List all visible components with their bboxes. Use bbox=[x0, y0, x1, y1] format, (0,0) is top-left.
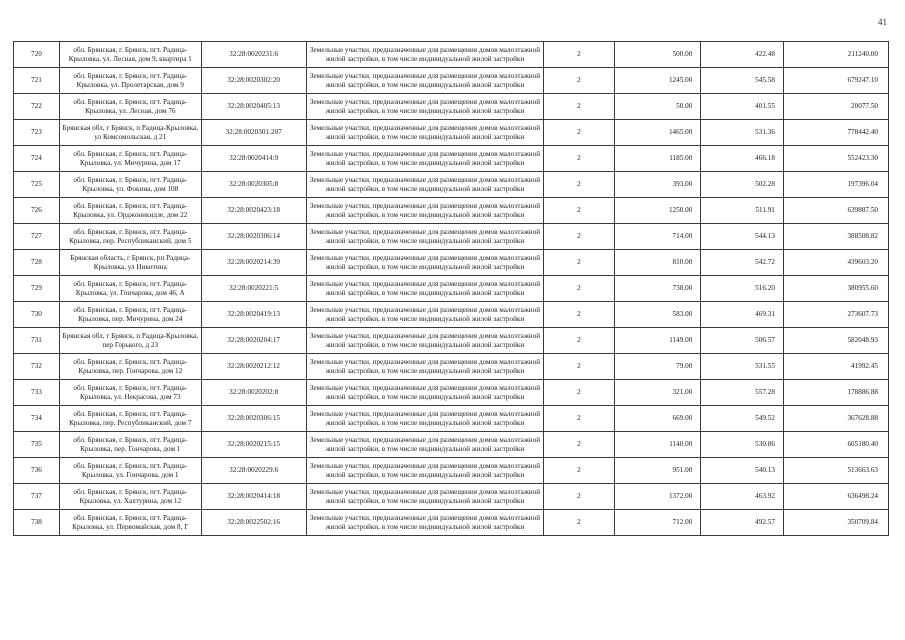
group-number-cell: 2 bbox=[544, 198, 614, 224]
table-row bbox=[14, 432, 889, 458]
land-use-type-cell: Земельные участки, предназначенные для размещения домов малоэтажной жилой застройки, в том числе индивидуальной жилой застройки bbox=[306, 250, 544, 276]
land-use-type-cell: Земельные участки, предназначенные для размещения домов малоэтажной жилой застройки, в том числе индивидуальной жилой застройки bbox=[306, 224, 544, 250]
address-cell: обл. Брянская, г. Брянск, пгт. Радица-Крыловка, ул. Гончарова, дом 46, А bbox=[59, 276, 201, 302]
row-number-cell: 723 bbox=[14, 120, 60, 146]
area-cell: 1250.00 bbox=[614, 198, 701, 224]
row-number-cell: 734 bbox=[14, 406, 60, 432]
specific-value-cell: 469.31 bbox=[701, 302, 784, 328]
land-use-type-cell: Земельные участки, предназначенные для размещения домов малоэтажной жилой застройки, в том числе индивидуальной жилой застройки bbox=[306, 406, 544, 432]
row-number-cell: 736 bbox=[14, 458, 60, 484]
address-cell: обл. Брянская, г. Брянск, пгт. Радица-Крыловка, ул. Пролетарская, дом 9 bbox=[59, 68, 201, 94]
group-number-cell: 2 bbox=[544, 328, 614, 354]
table-row bbox=[14, 172, 889, 198]
cadastral-value-cell: 380955.60 bbox=[783, 276, 888, 302]
area-cell: 714.00 bbox=[614, 224, 701, 250]
row-number-cell: 728 bbox=[14, 250, 60, 276]
specific-value-cell: 557.28 bbox=[701, 380, 784, 406]
land-use-type-cell: Земельные участки, предназначенные для размещения домов малоэтажной жилой застройки, в том числе индивидуальной жилой застройки bbox=[306, 380, 544, 406]
cadastral-value-cell: 350709.84 bbox=[783, 510, 888, 536]
land-use-type-cell: Земельные участки, предназначенные для размещения домов малоэтажной жилой застройки, в том числе индивидуальной жилой застройки bbox=[306, 484, 544, 510]
table-row bbox=[14, 510, 889, 536]
table-row bbox=[14, 42, 889, 68]
group-number-cell: 2 bbox=[544, 432, 614, 458]
specific-value-cell: 549.52 bbox=[701, 406, 784, 432]
area-cell: 500.00 bbox=[614, 42, 701, 68]
land-use-type-cell: Земельные участки, предназначенные для размещения домов малоэтажной жилой застройки, в том числе индивидуальной жилой застройки bbox=[306, 68, 544, 94]
address-cell: обл. Брянская, г. Брянск, пгт. Радица-Крыловка, ул. Лесная, дом 9, квартира 1 bbox=[59, 42, 201, 68]
address-cell: обл. Брянская, г. Брянск, пгт. Радица-Крыловка, ул. Первомайская, дом 8, Г bbox=[59, 510, 201, 536]
cadastral-value-cell: 639887.50 bbox=[783, 198, 888, 224]
address-cell: обл. Брянская, г. Брянск, пгт. Радица-Крыловка, пер. Гончарова, дом 1 bbox=[59, 432, 201, 458]
area-cell: 583.00 bbox=[614, 302, 701, 328]
land-use-type-cell: Земельные участки, предназначенные для размещения домов малоэтажной жилой застройки, в том числе индивидуальной жилой застройки bbox=[306, 94, 544, 120]
table-row bbox=[14, 406, 889, 432]
cadastral-number-cell: 32:28:0020214:39 bbox=[201, 250, 306, 276]
specific-value-cell: 511.91 bbox=[701, 198, 784, 224]
cadastral-number-cell: 32:28:0020231:6 bbox=[201, 42, 306, 68]
group-number-cell: 2 bbox=[544, 302, 614, 328]
area-cell: 1372.00 bbox=[614, 484, 701, 510]
specific-value-cell: 531.36 bbox=[701, 120, 784, 146]
group-number-cell: 2 bbox=[544, 42, 614, 68]
table-row bbox=[14, 302, 889, 328]
address-cell: обл. Брянская, г. Брянск, пгт. Радица-Крыловка, ул. Гончарова, дом 1 bbox=[59, 458, 201, 484]
specific-value-cell: 401.55 bbox=[701, 94, 784, 120]
cadastral-number-cell: 32:28:0020302:20 bbox=[201, 68, 306, 94]
cadastral-value-cell: 605180.40 bbox=[783, 432, 888, 458]
land-use-type-cell: Земельные участки, предназначенные для размещения домов малоэтажной жилой застройки, в том числе индивидуальной жилой застройки bbox=[306, 198, 544, 224]
group-number-cell: 2 bbox=[544, 250, 614, 276]
row-number-cell: 725 bbox=[14, 172, 60, 198]
address-cell: обл. Брянская, г. Брянск, пгт. Радица-Крыловка, ул. Некрасова, дом 73 bbox=[59, 380, 201, 406]
row-number-cell: 729 bbox=[14, 276, 60, 302]
land-registry-table bbox=[13, 41, 889, 536]
land-use-type-cell: Земельные участки, предназначенные для размещения домов малоэтажной жилой застройки, в том числе индивидуальной жилой застройки bbox=[306, 458, 544, 484]
cadastral-value-cell: 178886.88 bbox=[783, 380, 888, 406]
cadastral-number-cell: 32:28:0020423:18 bbox=[201, 198, 306, 224]
land-use-type-cell: Земельные участки, предназначенные для размещения домов малоэтажной жилой застройки, в том числе индивидуальной жилой застройки bbox=[306, 172, 544, 198]
group-number-cell: 2 bbox=[544, 224, 614, 250]
area-cell: 393.00 bbox=[614, 172, 701, 198]
group-number-cell: 2 bbox=[544, 458, 614, 484]
table-row bbox=[14, 250, 889, 276]
cadastral-value-cell: 513663.63 bbox=[783, 458, 888, 484]
cadastral-number-cell: 32:28:0020306:14 bbox=[201, 224, 306, 250]
specific-value-cell: 506.57 bbox=[701, 328, 784, 354]
specific-value-cell: 492.57 bbox=[701, 510, 784, 536]
land-use-type-cell: Земельные участки, предназначенные для размещения домов малоэтажной жилой застройки, в том числе индивидуальной жилой застройки bbox=[306, 146, 544, 172]
cadastral-number-cell: 32:28:0020204:17 bbox=[201, 328, 306, 354]
address-cell: обл. Брянская, г. Брянск, пгт. Радица-Крыловка, ул. Фокина, дом 108 bbox=[59, 172, 201, 198]
specific-value-cell: 466.18 bbox=[701, 146, 784, 172]
specific-value-cell: 542.72 bbox=[701, 250, 784, 276]
row-number-cell: 733 bbox=[14, 380, 60, 406]
cadastral-number-cell: 32:28:0020215:15 bbox=[201, 432, 306, 458]
row-number-cell: 721 bbox=[14, 68, 60, 94]
table-row bbox=[14, 484, 889, 510]
cadastral-number-cell: 32:28:0020229:6 bbox=[201, 458, 306, 484]
group-number-cell: 2 bbox=[544, 146, 614, 172]
specific-value-cell: 463.92 bbox=[701, 484, 784, 510]
cadastral-value-cell: 20077.50 bbox=[783, 94, 888, 120]
cadastral-number-cell: 32:28:0020202:8 bbox=[201, 380, 306, 406]
specific-value-cell: 516.20 bbox=[701, 276, 784, 302]
row-number-cell: 720 bbox=[14, 42, 60, 68]
area-cell: 321.00 bbox=[614, 380, 701, 406]
address-cell: обл. Брянская, г. Брянск, пгт. Радица-Крыловка, ул. Лесная, дом 76 bbox=[59, 94, 201, 120]
cadastral-value-cell: 197396.04 bbox=[783, 172, 888, 198]
area-cell: 951.00 bbox=[614, 458, 701, 484]
group-number-cell: 2 bbox=[544, 94, 614, 120]
page-number: 41 bbox=[878, 17, 887, 27]
land-use-type-cell: Земельные участки, предназначенные для размещения домов малоэтажной жилой застройки, в том числе индивидуальной жилой застройки bbox=[306, 302, 544, 328]
table-row bbox=[14, 198, 889, 224]
address-cell: обл. Брянская, г. Брянск, пгт. Радица-Крыловка, пер. Республиканский, дом 7 bbox=[59, 406, 201, 432]
specific-value-cell: 540.13 bbox=[701, 458, 784, 484]
land-use-type-cell: Земельные участки, предназначенные для размещения домов малоэтажной жилой застройки, в том числе индивидуальной жилой застройки bbox=[306, 432, 544, 458]
table-row bbox=[14, 224, 889, 250]
table-row bbox=[14, 380, 889, 406]
cadastral-value-cell: 552423.30 bbox=[783, 146, 888, 172]
group-number-cell: 2 bbox=[544, 276, 614, 302]
specific-value-cell: 422.48 bbox=[701, 42, 784, 68]
cadastral-value-cell: 388508.82 bbox=[783, 224, 888, 250]
row-number-cell: 724 bbox=[14, 146, 60, 172]
group-number-cell: 2 bbox=[544, 380, 614, 406]
row-number-cell: 732 bbox=[14, 354, 60, 380]
address-cell: обл. Брянская, г. Брянск, пгт. Радица-Крыловка, ул. Хахтурина, дом 12 bbox=[59, 484, 201, 510]
table-row bbox=[14, 458, 889, 484]
land-use-type-cell: Земельные участки, предназначенные для размещения домов малоэтажной жилой застройки, в том числе индивидуальной жилой застройки bbox=[306, 328, 544, 354]
group-number-cell: 2 bbox=[544, 510, 614, 536]
cadastral-value-cell: 211240.00 bbox=[783, 42, 888, 68]
group-number-cell: 2 bbox=[544, 172, 614, 198]
area-cell: 50.00 bbox=[614, 94, 701, 120]
registry-table-body bbox=[14, 42, 889, 536]
row-number-cell: 727 bbox=[14, 224, 60, 250]
cadastral-value-cell: 636498.24 bbox=[783, 484, 888, 510]
table-row bbox=[14, 68, 889, 94]
cadastral-number-cell: 32:28:0020306:15 bbox=[201, 406, 306, 432]
specific-value-cell: 530.86 bbox=[701, 432, 784, 458]
row-number-cell: 738 bbox=[14, 510, 60, 536]
specific-value-cell: 531.55 bbox=[701, 354, 784, 380]
specific-value-cell: 544.13 bbox=[701, 224, 784, 250]
area-cell: 712.00 bbox=[614, 510, 701, 536]
cadastral-value-cell: 679247.10 bbox=[783, 68, 888, 94]
group-number-cell: 2 bbox=[544, 120, 614, 146]
table-row bbox=[14, 94, 889, 120]
cadastral-number-cell: 32:28:0020212:12 bbox=[201, 354, 306, 380]
group-number-cell: 2 bbox=[544, 406, 614, 432]
area-cell: 1149.00 bbox=[614, 328, 701, 354]
specific-value-cell: 545.58 bbox=[701, 68, 784, 94]
row-number-cell: 731 bbox=[14, 328, 60, 354]
land-use-type-cell: Земельные участки, предназначенные для размещения домов малоэтажной жилой застройки, в том числе индивидуальной жилой застройки bbox=[306, 120, 544, 146]
land-use-type-cell: Земельные участки, предназначенные для размещения домов малоэтажной жилой застройки, в том числе индивидуальной жилой застройки bbox=[306, 276, 544, 302]
table-row bbox=[14, 276, 889, 302]
cadastral-value-cell: 273607.73 bbox=[783, 302, 888, 328]
row-number-cell: 722 bbox=[14, 94, 60, 120]
cadastral-number-cell: 32:28:0020405:13 bbox=[201, 94, 306, 120]
group-number-cell: 2 bbox=[544, 484, 614, 510]
table-row bbox=[14, 354, 889, 380]
area-cell: 1465.00 bbox=[614, 120, 701, 146]
cadastral-number-cell: 32:28:0022502:16 bbox=[201, 510, 306, 536]
address-cell: обл. Брянская, г. Брянск, пгт. Радица-Крыловка, ул. Мичурина, дом 17 bbox=[59, 146, 201, 172]
cadastral-value-cell: 439603.20 bbox=[783, 250, 888, 276]
row-number-cell: 726 bbox=[14, 198, 60, 224]
area-cell: 1185.00 bbox=[614, 146, 701, 172]
address-cell: Брянская обл, г Брянск, п Радица-Крыловка, пер Горького, д 23 bbox=[59, 328, 201, 354]
cadastral-number-cell: 32:28:0020305:8 bbox=[201, 172, 306, 198]
cadastral-value-cell: 367628.88 bbox=[783, 406, 888, 432]
land-use-type-cell: Земельные участки, предназначенные для размещения домов малоэтажной жилой застройки, в том числе индивидуальной жилой застройки bbox=[306, 510, 544, 536]
cadastral-number-cell: 32:28:0020419:13 bbox=[201, 302, 306, 328]
cadastral-number-cell: 32:28:0020221:5 bbox=[201, 276, 306, 302]
area-cell: 1140.00 bbox=[614, 432, 701, 458]
row-number-cell: 737 bbox=[14, 484, 60, 510]
address-cell: обл. Брянская, г. Брянск, пгт. Радица-Крыловка, пер. Гончарова, дом 12 bbox=[59, 354, 201, 380]
row-number-cell: 730 bbox=[14, 302, 60, 328]
area-cell: 79.00 bbox=[614, 354, 701, 380]
cadastral-value-cell: 778442.40 bbox=[783, 120, 888, 146]
specific-value-cell: 502.28 bbox=[701, 172, 784, 198]
cadastral-value-cell: 41992.45 bbox=[783, 354, 888, 380]
address-cell: Брянская область, г Брянск, рп Радица-Крыловка, ул Никитина bbox=[59, 250, 201, 276]
cadastral-number-cell: 32:28:0020414:9 bbox=[201, 146, 306, 172]
land-use-type-cell: Земельные участки, предназначенные для размещения домов малоэтажной жилой застройки, в том числе индивидуальной жилой застройки bbox=[306, 42, 544, 68]
address-cell: Брянская обл, г Брянск, п Радица-Крыловка, ул Комсомольская, д 21 bbox=[59, 120, 201, 146]
table-row bbox=[14, 146, 889, 172]
cadastral-number-cell: 32:28:0020301:207 bbox=[201, 120, 306, 146]
address-cell: обл. Брянская, г. Брянск, пгт. Радица-Крыловка, пер. Республиканский, дом 5 bbox=[59, 224, 201, 250]
address-cell: обл. Брянская, г. Брянск, пгт. Радица-Крыловка, пер. Мичурина, дом 24 bbox=[59, 302, 201, 328]
area-cell: 738.00 bbox=[614, 276, 701, 302]
cadastral-value-cell: 582048.93 bbox=[783, 328, 888, 354]
row-number-cell: 735 bbox=[14, 432, 60, 458]
address-cell: обл. Брянская, г. Брянск, пгт. Радица-Крыловка, ул. Орджоникидзе, дом 22 bbox=[59, 198, 201, 224]
area-cell: 669.00 bbox=[614, 406, 701, 432]
table-row bbox=[14, 120, 889, 146]
group-number-cell: 2 bbox=[544, 68, 614, 94]
area-cell: 810.00 bbox=[614, 250, 701, 276]
area-cell: 1245.00 bbox=[614, 68, 701, 94]
land-use-type-cell: Земельные участки, предназначенные для размещения домов малоэтажной жилой застройки, в том числе индивидуальной жилой застройки bbox=[306, 354, 544, 380]
table-row bbox=[14, 328, 889, 354]
cadastral-number-cell: 32:28:0020414:18 bbox=[201, 484, 306, 510]
group-number-cell: 2 bbox=[544, 354, 614, 380]
